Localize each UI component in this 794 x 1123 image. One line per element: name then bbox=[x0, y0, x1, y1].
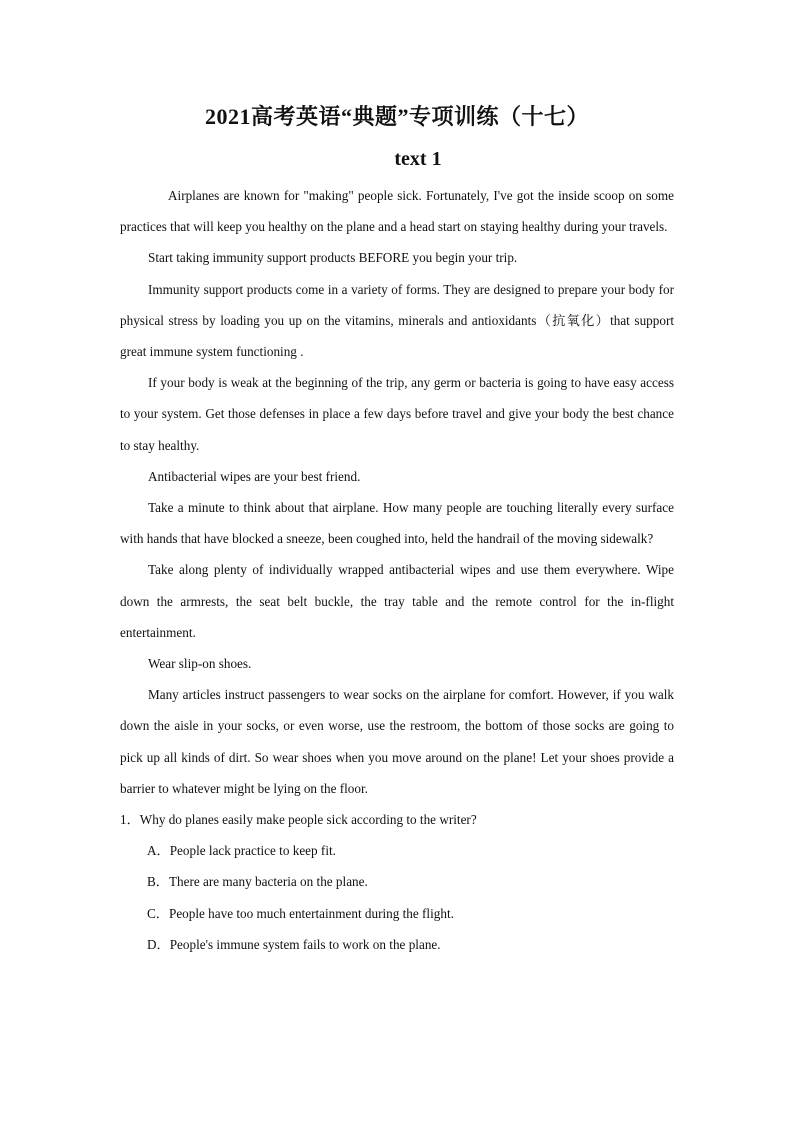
paragraph: Take along plenty of individually wrapped antibacterial wipes and use them everywhere. Wipe down the armrests, the seat belt buckle, the tray table and the remote control for the in-flight entertainment. bbox=[120, 562, 674, 640]
paragraph: Many articles instruct passengers to wear socks on the airplane for comfort. However, if you walk down the aisle in your socks, or even worse, use the restroom, the bottom of those socks are going to pick up all kinds of dirt. So wear shoes when you move around on the plane! Let your shoes provide a barrier to whatever might be lying on the floor. bbox=[120, 687, 674, 796]
paragraph: Wear slip-on shoes. bbox=[148, 656, 252, 672]
question-number: 1． bbox=[120, 812, 140, 828]
answer-option-b: B．There are many bacteria on the plane. bbox=[147, 874, 368, 890]
answer-option-d: D．People's immune system fails to work on the plane. bbox=[147, 936, 441, 952]
passage-body bbox=[120, 180, 674, 960]
question-text: Why do planes easily make people sick according to the writer? bbox=[139, 812, 477, 828]
document-title: 2021高考英语“典题”专项训练（十七） bbox=[204, 104, 589, 129]
question bbox=[120, 804, 674, 835]
answer-option-a: A．People lack practice to keep fit. bbox=[147, 843, 336, 859]
paragraph: Start taking immunity support products BEFORE you begin your trip. bbox=[148, 250, 518, 266]
passage-heading: text 1 bbox=[394, 148, 442, 170]
answer-option-c: C．People have too much entertainment during the flight. bbox=[147, 905, 454, 921]
paragraph: Take a minute to think about that airplane. How many people are touching literally every surface with hands that have blocked a sneeze, been coughed into, held the handrail of the moving sidewalk? bbox=[120, 500, 674, 547]
paragraph: Airplanes are known for "making" people sick. Fortunately, I've got the inside scoop on some practices that will keep you healthy on the plane and a head start on staying healthy during your travels. bbox=[120, 188, 674, 235]
paragraph: Immunity support products come in a variety of forms. They are designed to prepare your body for physical stress by loading you up on the vitamins, minerals and antioxidants（抗氧化）that support great immune system functioning . bbox=[120, 281, 674, 360]
paragraph: If your body is weak at the beginning of the trip, any germ or bacteria is going to have easy access to your system. Get those defenses in place a few days before travel and give your body the best chance to stay healthy. bbox=[120, 375, 674, 453]
paragraph: Antibacterial wipes are your best friend. bbox=[148, 468, 361, 484]
